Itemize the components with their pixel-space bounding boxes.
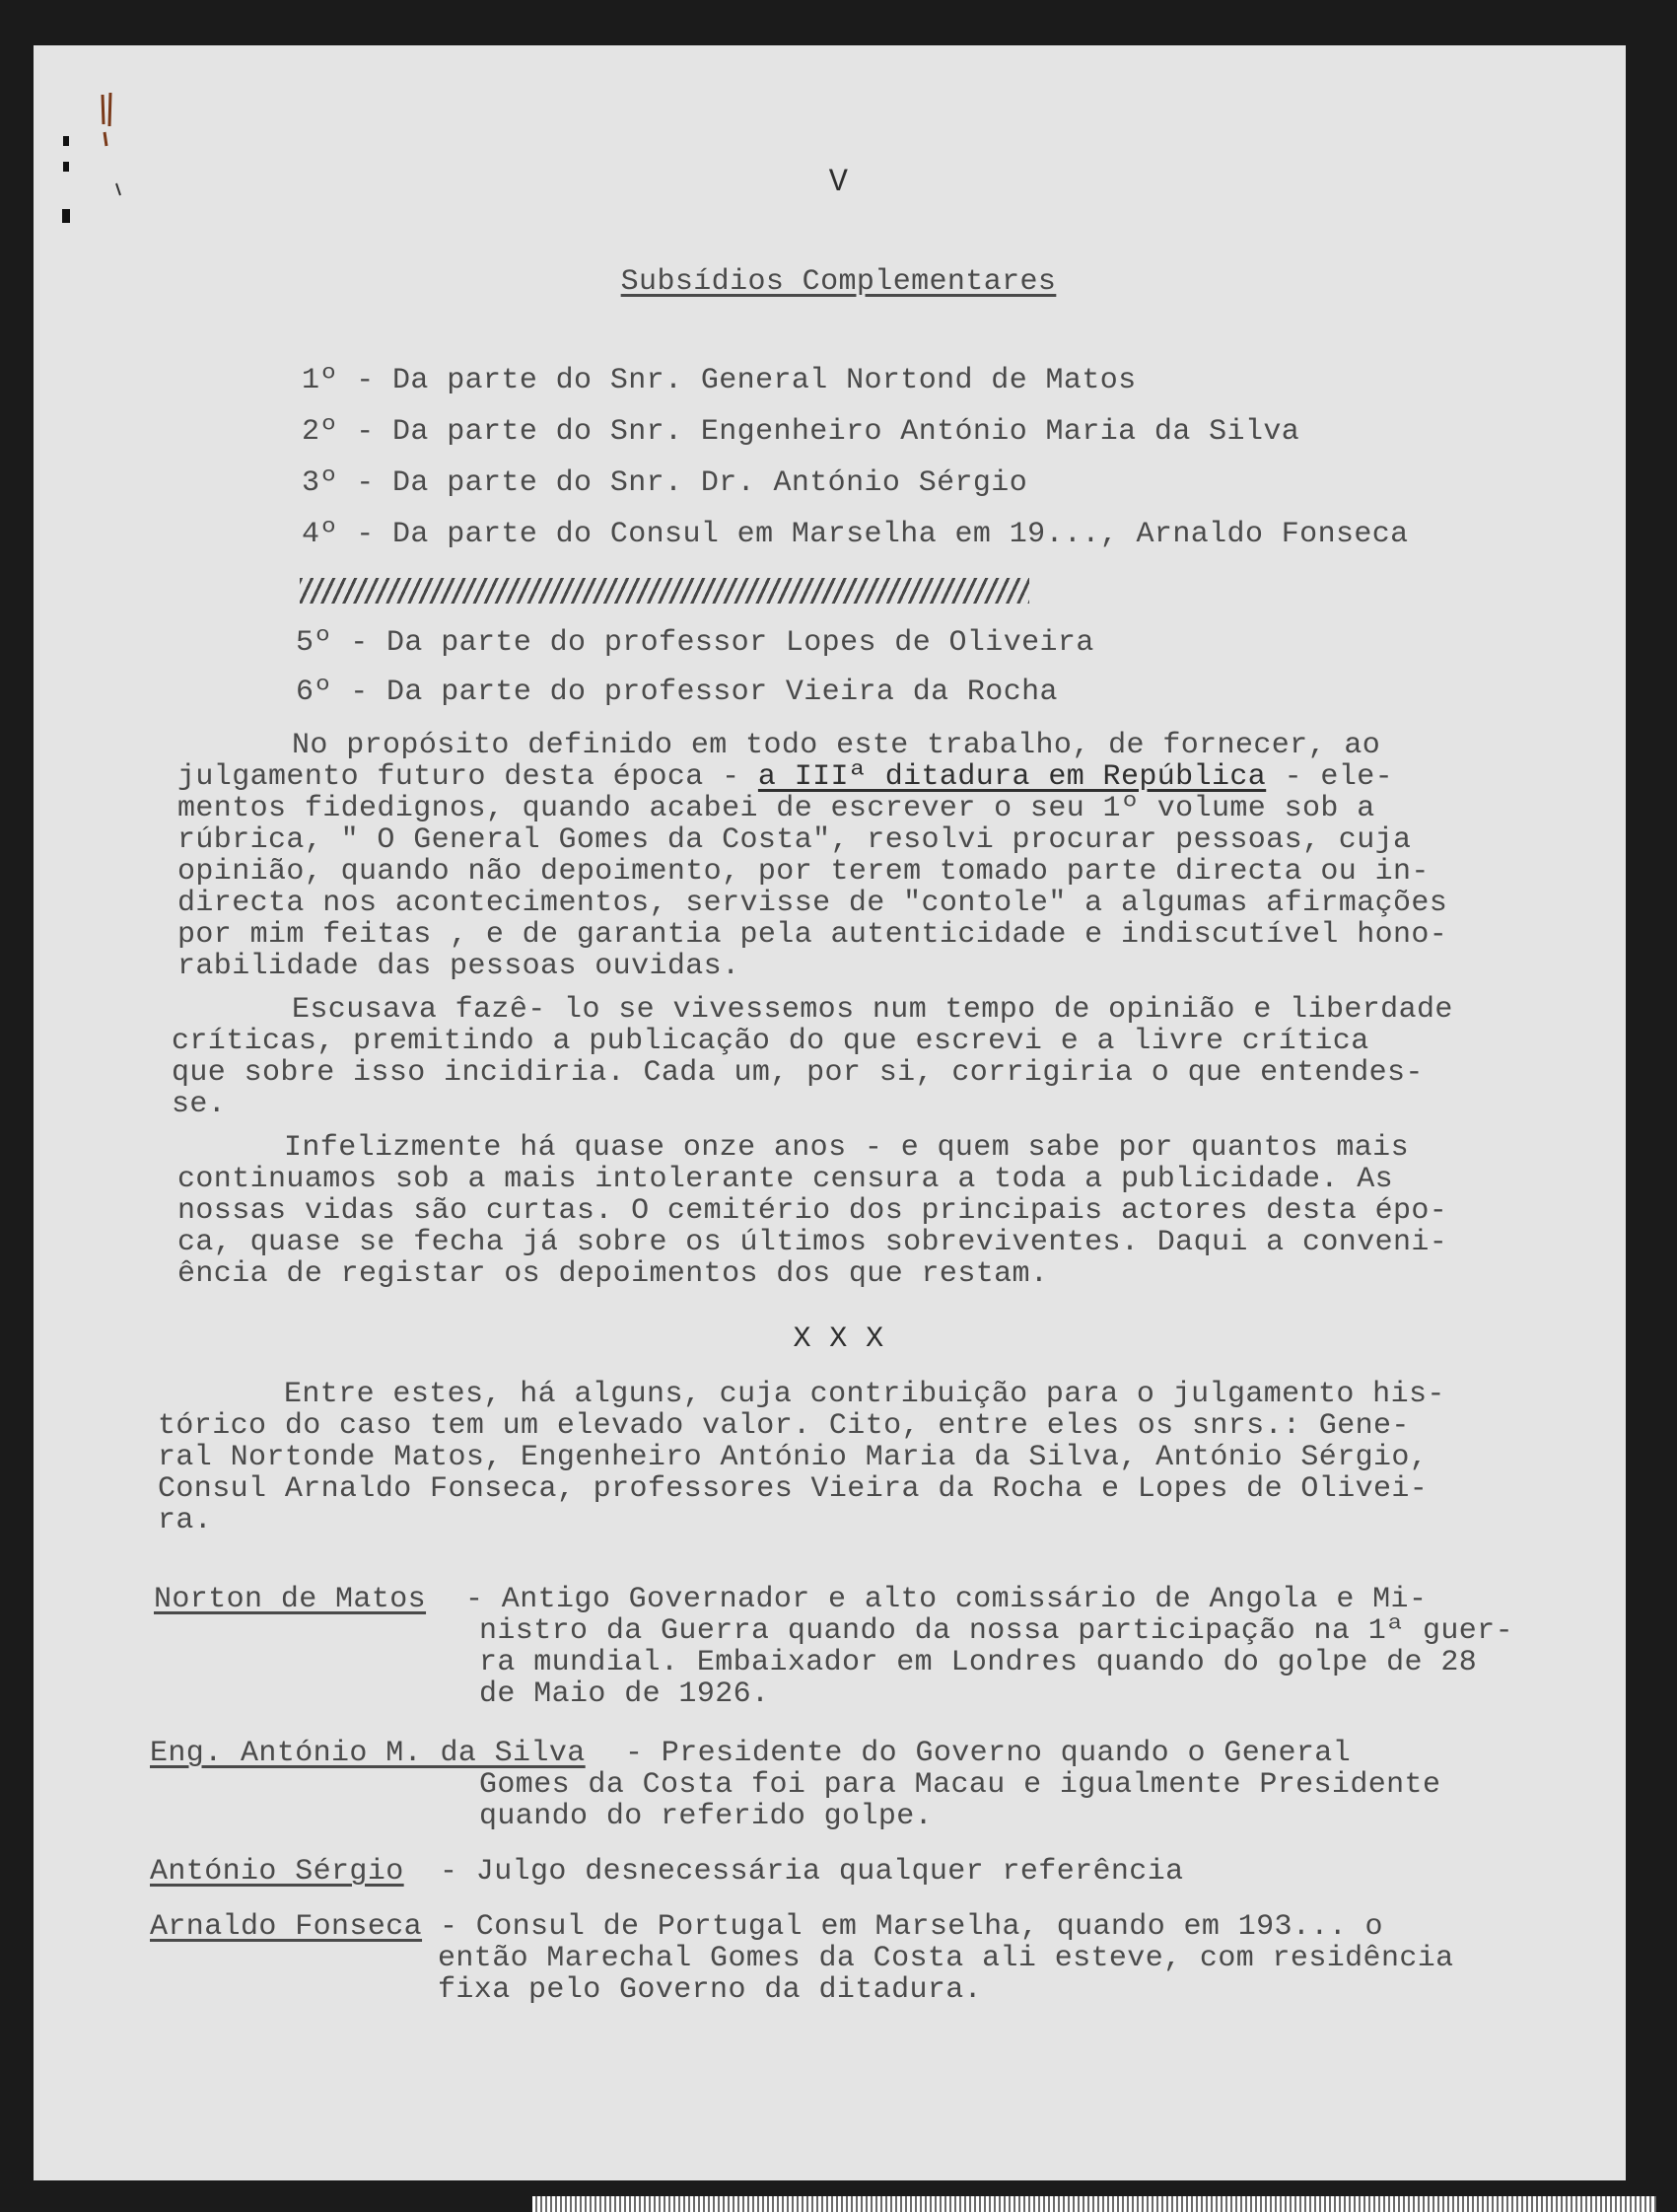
- list-item: 4º - Da parte do Consul em Marselha em 19..., Arnaldo Fonseca: [302, 518, 1409, 551]
- crossed-out-line: [300, 578, 1029, 604]
- entry-name: Arnaldo Fonseca: [150, 1910, 423, 1944]
- entry-text-line: de Maio de 1926.: [479, 1677, 770, 1711]
- text-line: [177, 761, 1393, 794]
- text-line: No propósito definido em todo este trabalho, de fornecer, ao: [292, 729, 1381, 762]
- entry-text-line: Gomes da Costa foi para Macau e igualmente Presidente: [479, 1768, 1441, 1802]
- binder-hole-marks: [47, 65, 126, 243]
- entry-text-line: fixa pelo Governo da ditadura.: [438, 1973, 983, 2007]
- text-line: por mim feitas , e de garantia pela autenticidade e indiscutível hono-: [177, 918, 1448, 952]
- entry-text-line: - Presidente do Governo quando o General: [625, 1737, 1352, 1770]
- list-item: 1º - Da parte do Snr. General Nortond de Matos: [302, 364, 1137, 397]
- text-line: Entre estes, há alguns, cuja contribuição para o julgamento his-: [284, 1378, 1445, 1411]
- text-line: opinião, quando não depoimento, por terem tomado parte directa ou in-: [177, 855, 1430, 889]
- text-line: continuamos sob a mais intolerante censura a toda a publicidade. As: [177, 1163, 1393, 1196]
- section-separator: X X X: [793, 1322, 884, 1356]
- text-line: Consul Arnaldo Fonseca, professores Vieira da Rocha e Lopes de Olivei-: [158, 1472, 1429, 1506]
- text-line: mentos fidedignos, quando acabei de escrever o seu 1º volume sob a: [177, 792, 1375, 825]
- entry-name: Norton de Matos: [154, 1583, 427, 1616]
- entry-text-line: - Consul de Portugal em Marselha, quando em 193... o: [440, 1910, 1383, 1944]
- text-line: se.: [172, 1088, 227, 1121]
- entry-text-line: - Antigo Governador e alto comissário de Angola e Mi-: [465, 1583, 1428, 1616]
- entry-name: António Sérgio: [150, 1855, 404, 1889]
- text-line: ência de registar os depoimentos dos que restam.: [177, 1257, 1049, 1291]
- entry-text-line: - Julgo desnecessária qualquer referência: [440, 1855, 1184, 1889]
- document-page: [34, 45, 1626, 2180]
- page-number: V: [828, 164, 849, 200]
- underlined-phrase: a IIIª ditadura em República: [757, 760, 1267, 794]
- entry-text-line: então Marechal Gomes da Costa ali esteve, com residência: [438, 1942, 1454, 1975]
- document-title: Subsídios Complementares: [620, 265, 1057, 299]
- text-line: rúbrica, " O General Gomes da Costa", resolvi procurar pessoas, cuja: [177, 823, 1412, 857]
- list-item: 3º - Da parte do Snr. Dr. António Sérgio: [302, 466, 1028, 500]
- text-fragment: - ele-: [1284, 760, 1394, 794]
- entry-text-line: quando do referido golpe.: [479, 1800, 934, 1833]
- text-line: Escusava fazê- lo se vivessemos num tempo de opinião e liberdade: [292, 993, 1453, 1027]
- list-item: 2º - Da parte do Snr. Engenheiro António Maria da Silva: [302, 415, 1300, 449]
- text-fragment: julgamento futuro desta época -: [177, 760, 740, 794]
- text-line: críticas, premitindo a publicação do que escrevi e a livre crítica: [172, 1025, 1369, 1058]
- text-line: tórico do caso tem um elevado valor. Cito, entre eles os snrs.: Gene-: [158, 1409, 1410, 1443]
- scan-ruler: [532, 2196, 1656, 2212]
- entry-name: Eng. António M. da Silva: [150, 1737, 586, 1770]
- entry-text-line: nistro da Guerra quando da nossa participação na 1ª guer-: [479, 1614, 1513, 1648]
- text-line: directa nos acontecimentos, servisse de "contole" a algumas afirmações: [177, 887, 1448, 920]
- list-item: 5º - Da parte do professor Lopes de Oliveira: [296, 626, 1094, 660]
- text-line: ca, quase se fecha já sobre os últimos sobreviventes. Daqui a conveni-: [177, 1226, 1448, 1259]
- text-line: ral Nortonde Matos, Engenheiro António Maria da Silva, António Sérgio,: [158, 1441, 1429, 1474]
- text-line: que sobre isso incidiria. Cada um, por si, corrigiria o que entendes-: [172, 1056, 1424, 1090]
- text-line: rabilidade das pessoas ouvidas.: [177, 950, 740, 983]
- text-line: ra.: [158, 1504, 213, 1537]
- entry-text-line: ra mundial. Embaixador em Londres quando do golpe de 28: [479, 1646, 1478, 1679]
- text-line: nossas vidas são curtas. O cemitério dos principais actores desta épo-: [177, 1194, 1448, 1228]
- list-item: 6º - Da parte do professor Vieira da Rocha: [296, 676, 1058, 709]
- text-line: Infelizmente há quase onze anos - e quem sabe por quantos mais: [284, 1131, 1409, 1165]
